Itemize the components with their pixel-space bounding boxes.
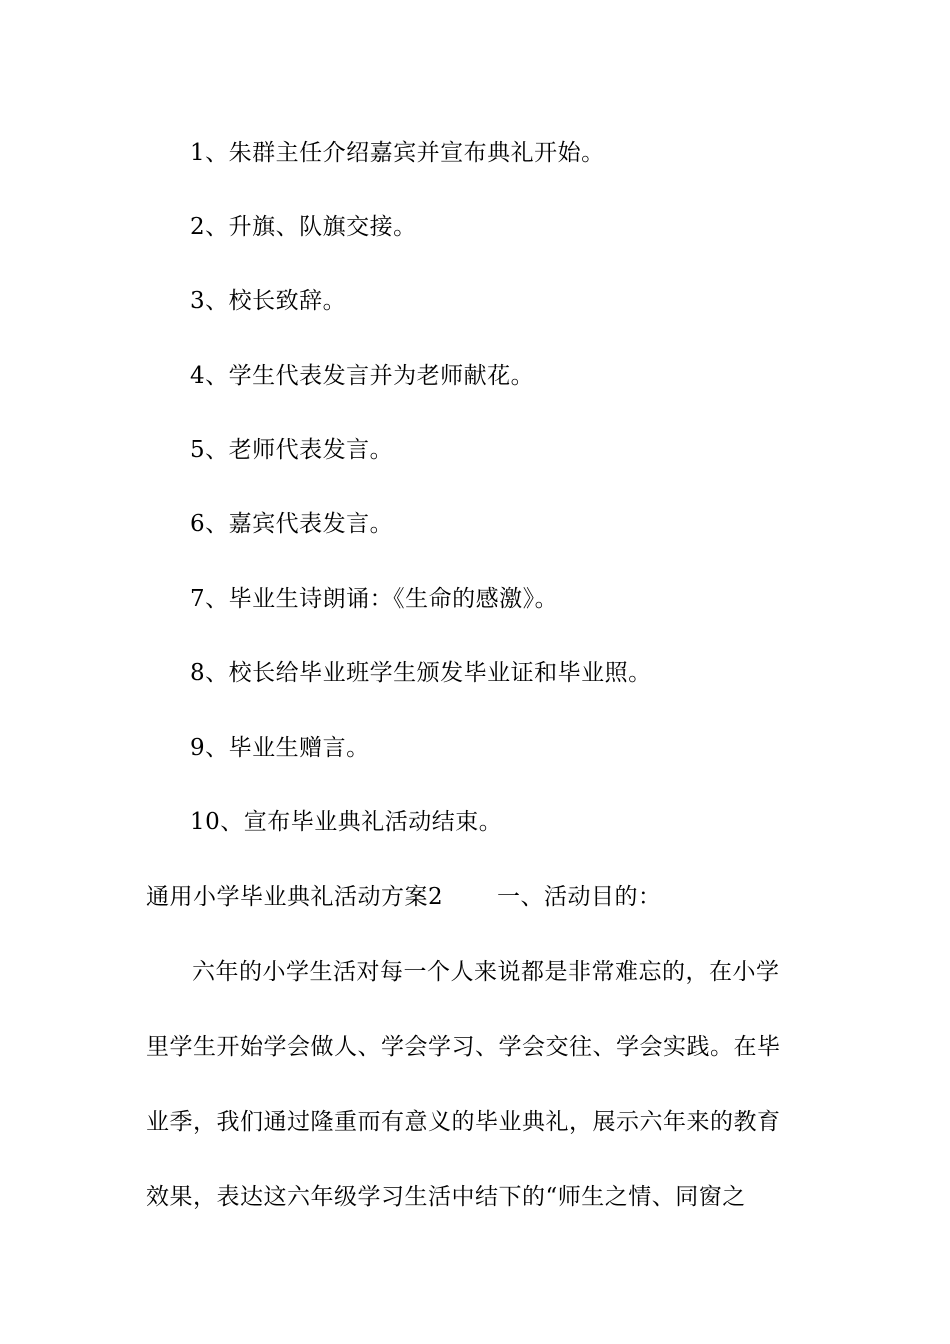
procedure-item: 3、校长致辞。	[190, 288, 347, 314]
procedure-item: 4、学生代表发言并为老师献花。	[190, 363, 535, 389]
paragraph-line: 效果，表达这六年级学习生活中结下的“师生之情、同窗之	[146, 1184, 746, 1210]
procedure-item: 9、毕业生赠言。	[190, 735, 370, 761]
procedure-item: 2、升旗、队旗交接。	[190, 214, 417, 240]
procedure-item: 6、嘉宾代表发言。	[190, 511, 394, 537]
procedure-item: 10、宣布毕业典礼活动结束。	[190, 809, 503, 835]
paragraph-line: 里学生开始学会做人、学会学习、学会交往、学会实践。在毕	[146, 1034, 781, 1060]
procedure-item: 1、朱群主任介绍嘉宾并宣布典礼开始。	[190, 140, 605, 166]
procedure-item: 8、校长给毕业班学生颁发毕业证和毕业照。	[190, 660, 652, 686]
section-title: 通用小学毕业典礼活动方案2	[146, 884, 444, 910]
procedure-item: 5、老师代表发言。	[190, 437, 394, 463]
procedure-item: 7、毕业生诗朗诵：《生命的感激》。	[190, 586, 559, 612]
section-heading-row	[146, 882, 846, 912]
section-subheading: 一、活动目的：	[497, 884, 662, 910]
paragraph-line: 六年的小学生活对每一个人来说都是非常难忘的，在小学	[192, 959, 780, 985]
paragraph-line: 业季，我们通过隆重而有意义的毕业典礼，展示六年来的教育	[146, 1109, 781, 1135]
